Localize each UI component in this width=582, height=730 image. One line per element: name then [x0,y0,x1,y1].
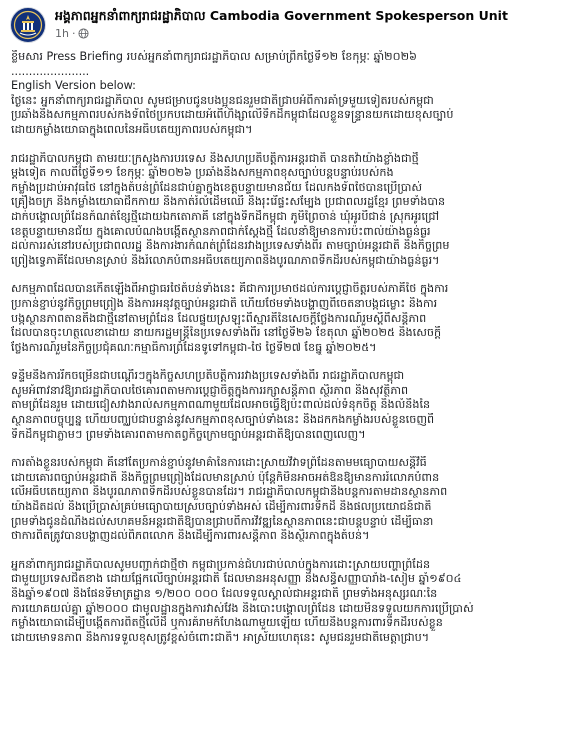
paragraph-line: ដែលបានចុះហត្ថលេខាដោយ នាយករដ្ឋមន្ត្រីនៃប្រទេសទាំងពីរ នៅថ្ងៃទី២៦ ខែតុលា ឆ្នាំ២០២៥ និងសេចក្តី [11,326,442,340]
paragraph-line: ដល់ការរស់នៅរបស់ប្រជាពលរដ្ឋ និងការងារកំណត់ព្រំដែនរវាងប្រទេសទាំងពីរ តាមច្បាប់អន្តរជាតិ និងកិច្ចព្រម [11,239,450,253]
post-header [0,0,582,48]
paragraph-line: ដោយគោរពច្បាប់អន្តរជាតិ និងកិច្ចព្រមព្រៀងដែលមានស្រាប់ ប៉ុន្តែក៏មិនអាចអត់ឱនឱ្យមានការរំលោភបំពាន [11,470,440,484]
paragraph-line: តាមព្រំដែនរួម ដោយជៀសវាងរាល់សកម្មភាពណាមួយដែលអាចធ្វើឱ្យប៉ះពាល់ដល់ទំនុកចិត្ត និងលំនឹងនៃ [11,398,431,412]
paragraph-line: សូមអំពាវនាវឱ្យរាជរដ្ឋាភិបាលថៃគោរពតាមការប្តេជ្ញាចិត្តក្នុងការរក្សាសន្តិភាព ស្ថិរភាព និងសុវត្ថិភាព [11,383,409,397]
paragraph-line: ដាក់បង្គោលព្រំដែនកំណត់ខ្សែថ្មីដោយឯកតោភាគី នៅក្នុងទឹកដីកម្ពុជា ភូមិព្រៃចាន់ ឃុំអូរបីជាន់ ស្រុកអូរជ្រៅ [11,209,440,223]
post-meta [55,27,89,40]
paragraph-line: ព្រៀងទ្វេភាគីដែលមានស្រាប់ និងរំលោភបំពានអធិបតេយ្យភាពនិងបូរណភាពទឹកដីរបស់កម្ពុជាយ៉ាងធ្ងន់ធ្ងរ។ [11,253,440,267]
paragraph-line: ថាការពិតត្រូវបានបង្ហាញដល់ពិភពលោក និងដើម្បីការពារសន្តិភាព និងស្ថិរភាពក្នុងតំបន់។ [11,529,370,543]
page-name-link[interactable]: អង្គភាពអ្នកនាំពាក្យរាជរដ្ឋាភិបាល Cambodia Government Spokesperson Unit [55,8,508,23]
post-paragraphs [11,94,573,646]
paragraph-line: ថ្ងៃនេះ អ្នកនាំពាក្យរាជរដ្ឋាភិបាល សូមជម្រាបជូនបងប្អូនជនរួមជាតិជ្រាបអំពីការគាំទ្រមួយទៀតរបស់កម្ពុជា [11,93,434,107]
government-seal-icon [11,8,45,42]
divider-dots: ...................... [11,64,90,78]
paragraph-line: សកម្មភាពដែលបានកើតឡើងពីអាជ្ញាធរថៃតំបន់ទាំងនេះ គឺជាការប្រមាថដល់ការប្តេជ្ញាចិត្តរបស់ភាគីថៃ ក្នុងការ [11,282,449,296]
globe-icon[interactable] [78,28,89,39]
meta-separator: · [71,27,76,40]
paragraph-line: ស្ថានភាពបច្ចុប្បន្ន ហើយបញ្ឈប់ជាបន្ទាន់នូវសកម្មភាពខុសច្បាប់ទាំងនេះ និងដកកងកម្លាំងរបស់ខ្លួនចេញពី [11,413,435,427]
post-paragraph [11,558,573,646]
paragraph-line: ប្រកាន់ខ្ជាប់នូវកិច្ចព្រមព្រៀង និងការអនុវត្តច្បាប់អន្តរជាតិ ហើយថែមទាំងបង្ហាញពីចេតនាបង្កជម្លោះ និងការ [11,296,438,310]
post-intro: ខ្លឹមសារ Press Briefing របស់អ្នកនាំពាក្យរាជរដ្ឋាភិបាល សម្រាប់ព្រឹកថ្ងៃទី១២ ខែកុម្ភៈ ឆ្នាំ២០២៦ [11,50,417,63]
post-paragraph [11,152,573,269]
paragraph-line: ខេត្តបន្ទាយមានជ័យ ក្នុងគោលបំណងបង្កើតស្ថានភាពជាក់ស្តែងថ្មី ដែលនាំឱ្យមានការប៉ះពាល់យ៉ាងធ្ងន់ធ្ងរ [11,224,431,238]
paragraph-line: ព្រមទាំងជូនដំណឹងដល់សហគមន៍អន្តរជាតិឱ្យបានជ្រាបពីការវិវឌ្ឍនៃស្ថានភាពនេះជាបន្តបន្ទាប់ ដើម្បីធានា [11,514,434,528]
post-paragraph [11,94,573,138]
paragraph-line: ទន្ទឹមនឹងការរីកចម្រើនជាបណ្តើរៗក្នុងកិច្ចសហប្រតិបត្តិការរវាងប្រទេសទាំងពីរ រាជរដ្ឋាភិបាលកម្ពុជា [11,369,405,383]
post-time[interactable]: 1h [55,27,69,40]
paragraph-line: កម្លាំងយោធាដើម្បីបង្កើតការពិតថ្មីលើដី ឬការគំរាមកំហែងណាមួយឡើយ ហើយនឹងបន្តការពារទឹកដីរបស់ខ្លួន [11,616,443,630]
paragraph-line: គ្រឿងចក្រ និងកម្លាំងយោធាជីកកាយ និងកាត់រំលំដើមឈើ និងរុះរើផ្ទះសម្បែង ប្រជាពលរដ្ឋខ្មែរ ព្រមទាំងបាន [11,195,446,209]
paragraph-line: ដោយមោទនភាព និងការទទួលខុសត្រូវខ្ពស់ចំពោះជាតិ។ អាស្រ័យហេតុនេះ សូមជនរួមជាតិមេត្តាជ្រាប។ [11,630,430,644]
paragraph-line: បង្កស្ថានភាពតានតឹងជាថ្មីនៅតាមព្រំដែន ដែលផ្ទុយស្រឡះពីស្មារតីនៃសេចក្តីថ្លែងការណ៍រួមស្តីពីសន្តិភាព [11,311,427,325]
paragraph-line: រាជរដ្ឋាភិបាលកម្ពុជា តាមរយៈក្រសួងការបរទេស និងសហប្រតិបត្តិការអន្តរជាតិ បានតវ៉ាយ៉ាងខ្លាំងជាថ្មី [11,151,419,165]
paragraph-line: អ្នកនាំពាក្យរាជរដ្ឋាភិបាលសូមបញ្ជាក់ជាថ្មីថា កម្ពុជាប្រកាន់ជំហរជាប់លាប់ក្នុងការដោះស្រាយបញ្ហាព្រំដែន [11,557,431,571]
post-paragraph [11,456,573,544]
paragraph-line: ប្រឆាំងនឹងសកម្មភាពរបស់កងទ័ពថៃប្រកបដោយអំពើហិង្សាលើទឹកដីកម្ពុជាដែលខ្លួនទន្ទ្រានយកដោយខុសច្បាប់ [11,108,454,122]
post-paragraph [11,369,573,442]
paragraph-line: និងឆ្នាំ១៩០៧ និងផែនទីមាត្រដ្ឋាន ១/២០០ ០០០ ដែលទទួលស្គាល់ជាអន្តរជាតិ ព្រមទាំងអនុស្សរណៈនៃ [11,587,438,600]
post-body [11,50,573,659]
page-avatar[interactable] [10,7,46,43]
paragraph-line: ដោយកម្លាំងយោធាក្នុងពេលនៃអធិបតេយ្យភាពរបស់កម្ពុជា។ [11,122,253,136]
paragraph-line: លើអធិបតេយ្យភាព និងបូរណភាពទឹកដីរបស់ខ្លួនបានដែរ។ រាជរដ្ឋាភិបាលកម្ពុជានឹងបន្តការតាមដានស្ថានភាព [11,485,448,499]
english-version-label: English Version below: [11,79,136,93]
paragraph-line: ទឹកដីកម្ពុជាភ្លាមៗ ព្រមទាំងគោរពតាមកាតព្វកិច្ចក្រោមច្បាប់អន្តរជាតិឱ្យបានពេញលេញ។ [11,427,366,441]
paragraph-line: ម្តងទៀត កាលពីថ្ងៃទី១១ ខែកុម្ភៈ ឆ្នាំ២០២៦ ប្រឆាំងនឹងសកម្មភាពខុសច្បាប់បន្តបន្ទាប់របស់កង [11,166,394,180]
paragraph-line: កម្លាំងប្រដាប់អាវុធថៃ នៅក្នុងតំបន់ព្រំដែនជាប់គ្នាក្នុងខេត្តបន្ទាយមានជ័យ ដែលកងទ័ពថៃបានប្រើប្រាស់ [11,180,423,194]
paragraph-line: ការតាំងខ្លួនរបស់កម្ពុជា គឺនៅតែប្រកាន់ខ្ជាប់នូវមាគ៌ានៃការដោះស្រាយវិវាទព្រំដែនតាមមធ្យោបាយសន្តិវិធី [11,456,427,470]
paragraph-line: ថ្លែងការណ៍រួមនៃកិច្ចប្រជុំគណៈកម្មាធិការព្រំដែនទូទៅកម្ពុជា-ថៃ ថ្ងៃទី២៧ ខែធ្នូ ឆ្នាំ២០២៥។ [11,340,377,354]
paragraph-line: ជាមួយប្រទេសជិតខាង ដោយផ្អែកលើច្បាប់អន្តរជាតិ ដែលមានអនុសញ្ញា និងសន្ធិសញ្ញាបារាំង-សៀម ឆ្នាំ១៩០៤ [11,572,462,586]
paragraph-line: យ៉ាងដិតដល់ និងប្រើប្រាស់គ្រប់មធ្យោបាយស្របច្បាប់ទាំងអស់ ដើម្បីការពារទឹកដី និងផលប្រយោជន៍ជាតិ [11,500,432,514]
paragraph-line: ការយោគយល់គ្នា ឆ្នាំ២០០០ ជាមូលដ្ឋានក្នុងការវាស់វែង និងបោះបង្គោលព្រំដែន ដោយមិនទទួលយកការប្រើប្រាស់ [11,601,474,615]
post-paragraph [11,282,573,355]
